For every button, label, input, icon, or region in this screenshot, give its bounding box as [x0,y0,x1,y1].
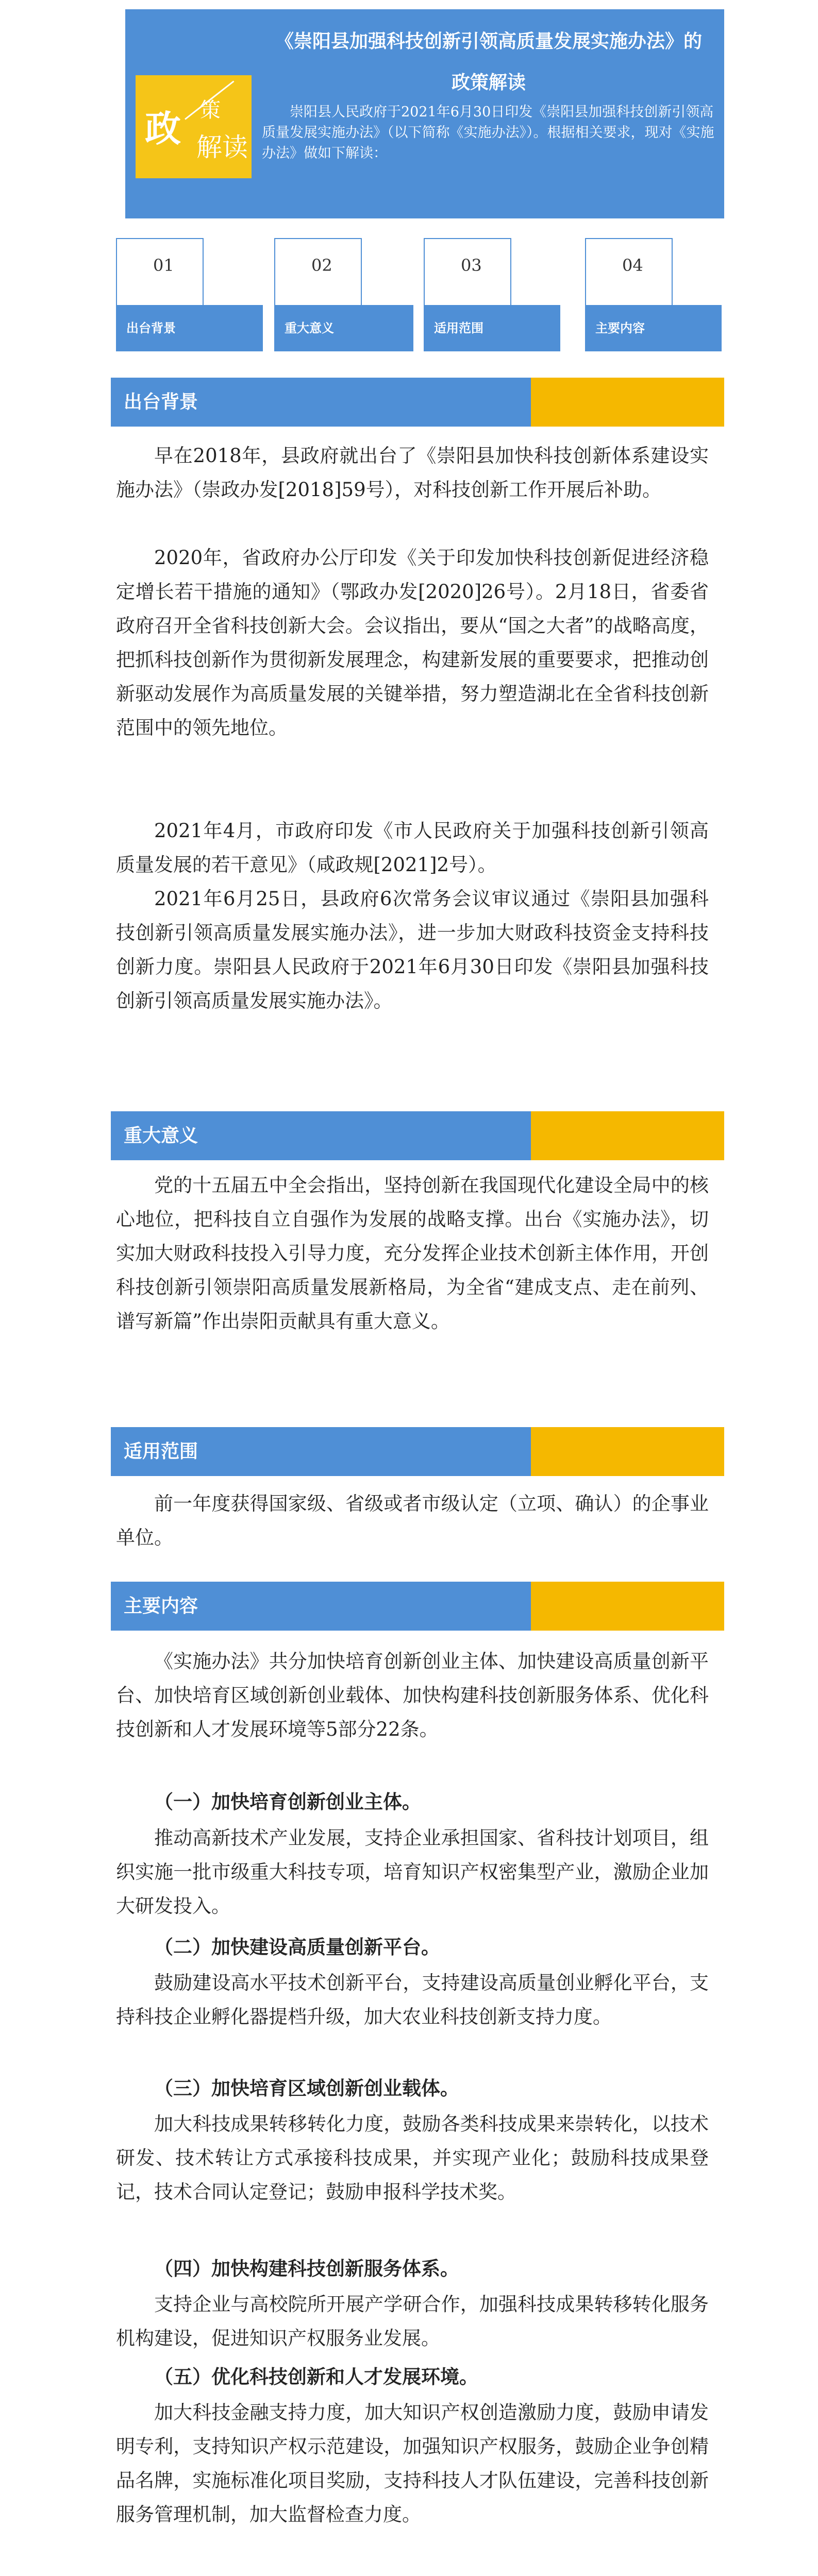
paragraph: 加大科技成果转移转化力度，鼓励各类科技成果来崇转化，以技术研发、技术转让方式承接科技成果，并实现产业化；鼓励科技成果登记，技术合同认定登记；鼓励申报科学技术奖。 [116,2113,709,2203]
section-header-background [111,378,724,427]
paragraph: 《实施办法》共分加快培育创新创业主体、加快建设高质量创新平台、加快培育区域创新创业载体、加快构建科技创新服务体系、优化科技创新和人才发展环境等5部分22条。 [116,1650,709,1740]
section-header-scope [111,1427,724,1476]
intro-text: 崇阳县人民政府于2021年6月30日印发《崇阳县加强科技创新引领高质量发展实施办法》（以下简称《实施办法》）。根据相关要求，现对《实施办法》做如下解读： [262,104,714,161]
section-title: 重大意义 [124,1125,198,1146]
subheading: （四）加快构建科技创新服务体系。 [154,2257,459,2280]
page-title: 《崇阳县加强科技创新引领高质量发展实施办法》的 [275,30,702,52]
paragraph: 2021年4月，市政府印发《市人民政府关于加强科技创新引领高质量发展的若干意见》（咸政规[2021]2号）。 [116,820,709,876]
toc-number-4: 04 [585,238,673,308]
logo-main-char: 政 [145,107,181,150]
subheading: （五）优化科技创新和人才发展环境。 [154,2365,478,2388]
toc-number-3: 03 [424,238,511,308]
subheading: （三）加快培育区域创新创业载体。 [154,2077,459,2099]
section-title: 主要内容 [124,1596,198,1617]
section-header-content [111,1582,724,1631]
header-banner [125,9,724,218]
page-subtitle: 政策解读 [451,72,526,93]
toc-item-significance[interactable]: 重大意义 [274,305,413,351]
paragraph: 鼓励建设高水平技术创新平台，支持建设高质量创业孵化平台，支持科技企业孵化器提档升级，加大农业科技创新支持力度。 [116,1972,709,2028]
subheading: （一）加快培育创新创业主体。 [154,1790,421,1813]
paragraph: 加大科技金融支持力度，加大知识产权创造激励力度，鼓励申请发明专利，支持知识产权示范建设，加强知识产权服务，鼓励企业争创精品名牌，实施标准化项目奖励，支持科技人才队伍建设，完善科技创新服务管理机制，加大监督检查力度。 [116,2401,709,2526]
toc-item-content[interactable]: 主要内容 [585,305,722,351]
section-title: 出台背景 [124,392,198,413]
paragraph: 前一年度获得国家级、省级或者市级认定（立项、确认）的企事业单位。 [116,1493,709,1549]
logo-subtitle: 解读 [196,132,248,162]
section-title: 适用范围 [124,1441,198,1462]
toc-number-1: 01 [116,238,204,308]
paragraph: 2021年6月25日，县政府6次常务会议审议通过《崇阳县加强科技创新引领高质量发展实施办法》，进一步加大财政科技资金支持科技创新力度。崇阳县人民政府于2021年6月30日印发《崇阳县加强科技创新引领高质量发展实施办法》。 [116,888,709,1012]
policy-logo [136,75,252,178]
logo-char: 策 [200,98,221,122]
paragraph: 党的十五届五中全会指出，坚持创新在我国现代化建设全局中的核心地位，把科技自立自强作为发展的战略支撑。出台《实施办法》，切实加大财政科技投入引导力度，充分发挥企业技术创新主体作用，开创科技创新引领崇阳高质量发展新格局，为全省“建成支点、走在前列、谱写新篇”作出崇阳贡献具有重大意义。 [116,1174,709,1332]
subheading: （二）加快建设高质量创新平台。 [154,1936,440,1958]
toc-item-scope[interactable]: 适用范围 [424,305,560,351]
paragraph: 支持企业与高校院所开展产学研合作，加强科技成果转移转化服务机构建设，促进知识产权服务业发展。 [116,2293,709,2349]
paragraph: 2020年，省政府办公厅印发《关于印发加快科技创新促进经济稳定增长若干措施的通知》（鄂政办发[2020]26号）。2月18日，省委省政府召开全省科技创新大会。会议指出，要从“国之大者”的战略高度，把抓科技创新作为贯彻新发展理念，构建新发展的重要要求，把推动创新驱动发展作为高质量发展的关键举措，努力塑造湖北在全省科技创新范围中的领先地位。 [116,547,709,739]
paragraph: 推动高新技术产业发展，支持企业承担国家、省科技计划项目，组织实施一批市级重大科技专项，培育知识产权密集型产业，激励企业加大研发投入。 [116,1827,709,1917]
paragraph: 早在2018年，县政府就出台了《崇阳县加快科技创新体系建设实施办法》（崇政办发[2018]59号），对科技创新工作开展后补助。 [116,445,709,501]
toc-item-background[interactable]: 出台背景 [116,305,263,351]
toc-number-2: 02 [274,238,362,308]
section-header-significance [111,1111,724,1160]
